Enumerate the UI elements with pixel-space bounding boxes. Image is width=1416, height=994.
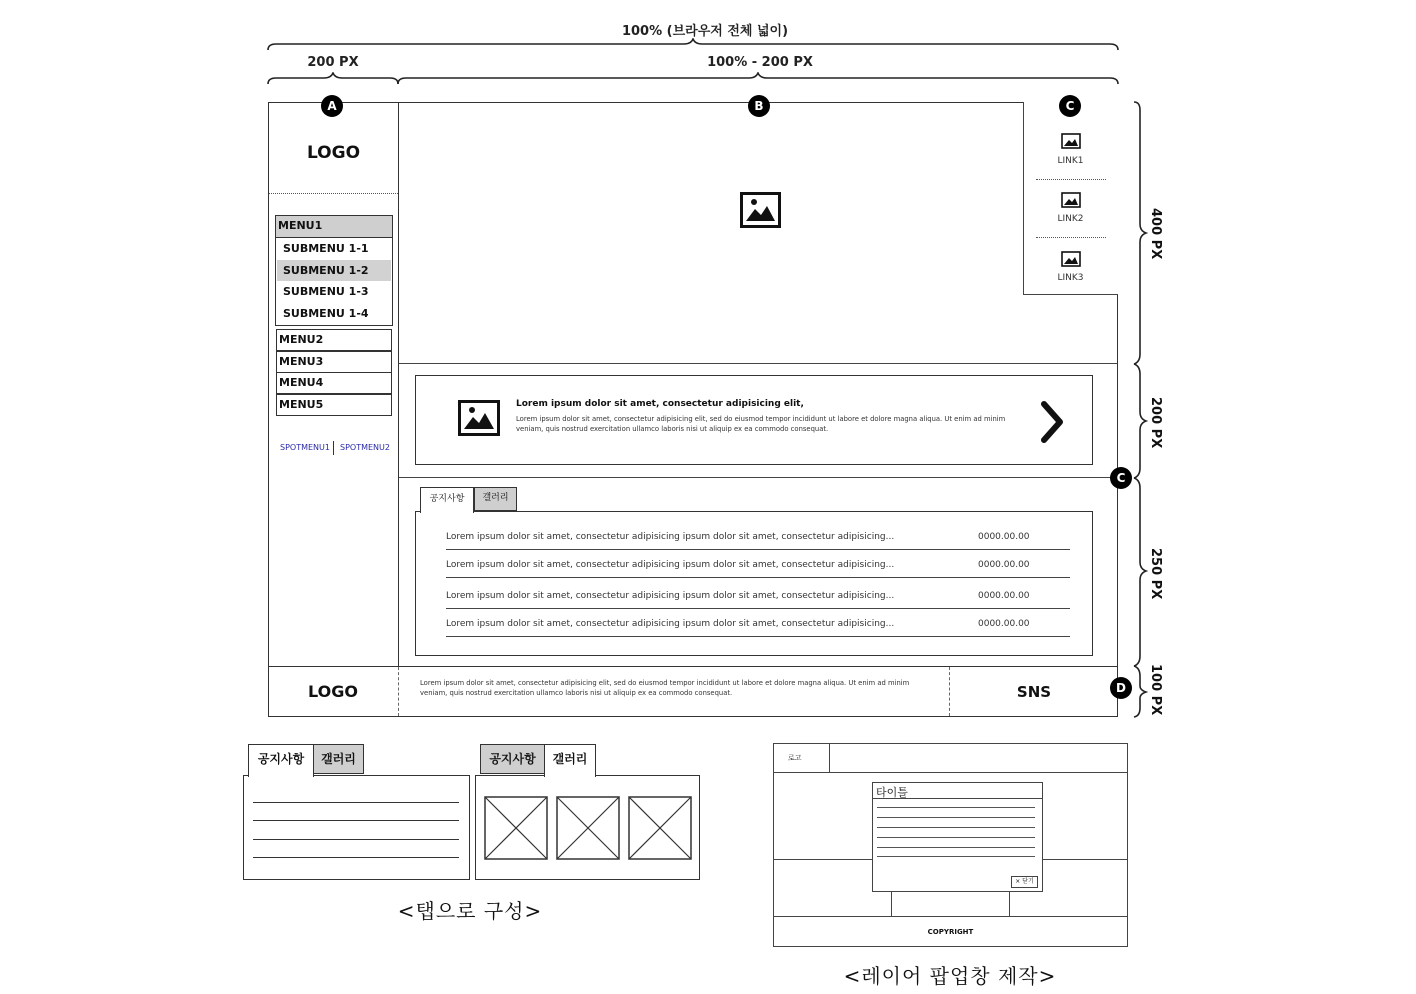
link3-image-icon <box>1061 251 1081 267</box>
main-visual-image-icon <box>740 192 781 228</box>
link-divider-2 <box>1036 237 1106 238</box>
notice-title[interactable]: Lorem ipsum dolor sit amet, consectetur adipisicing ipsum dolor sit amet, consectetur adipisicing... <box>446 591 895 601</box>
spot-divider <box>333 441 334 455</box>
tab-demo2-gallery-tab[interactable]: 갤러리 <box>544 744 596 777</box>
submenu-1-2[interactable]: SUBMENU 1-2 <box>277 260 391 281</box>
gallery-placeholder-1 <box>484 796 548 860</box>
tab-demo-notice-tab[interactable]: 공지사항 <box>248 744 314 777</box>
banner-next-arrow-icon[interactable] <box>1038 400 1066 444</box>
popup-demo-header-divider <box>829 744 830 772</box>
left-width-brace <box>266 72 402 86</box>
notice-row-1[interactable] <box>446 528 1070 550</box>
right-width-label: 100% - 200 PX <box>707 55 813 70</box>
spot-menu-1[interactable]: SPOTMENU1 <box>280 443 330 452</box>
layer-popup-line <box>877 817 1035 818</box>
layer-popup-title-line <box>873 798 1042 799</box>
banner-body: Lorem ipsum dolor sit amet, consectetur adipisicing elit, sed do eiusmod tempor incididunt ut labore et dolore magna aliqua. Ut enim ad minim veniam, quis nostrud exercitation ullamco laboris nisi ut aliquip ex ea commodo consequat. <box>516 415 1006 433</box>
height-braces <box>1132 100 1148 718</box>
tab-demo-line <box>253 820 459 821</box>
tab-notice[interactable]: 공지사항 <box>420 487 474 513</box>
notice-row-4[interactable] <box>446 615 1070 637</box>
menu-item-4[interactable]: MENU4 <box>276 372 392 394</box>
logo-divider <box>269 193 398 194</box>
tab-demo-caption: <탭으로 구성> <box>397 899 543 923</box>
footer-sns[interactable]: SNS <box>1016 683 1052 701</box>
notice-row-3[interactable] <box>446 587 1070 609</box>
quick-link-2[interactable]: LINK2 <box>1057 214 1084 224</box>
popup-demo-footer-line <box>774 916 1127 917</box>
footer-text: Lorem ipsum dolor sit amet, consectetur adipisicing elit, sed do eiusmod tempor incididunt ut labore et dolore magna aliqua. Ut enim ad minim veniam, quis nostrud exercitation ullamco laboris nisi ut aliquip ex ea commodo consequat. <box>420 679 910 697</box>
layer-popup-line <box>877 847 1035 848</box>
notice-title[interactable]: Lorem ipsum dolor sit amet, consectetur adipisicing ipsum dolor sit amet, consectetur adipisicing... <box>446 532 895 542</box>
banner-image-icon <box>458 400 500 436</box>
link-divider-1 <box>1036 179 1106 180</box>
submenu-1-1[interactable]: SUBMENU 1-1 <box>283 242 369 255</box>
tab-gallery[interactable]: 갤러리 <box>474 487 517 511</box>
link2-image-icon <box>1061 192 1081 208</box>
banner-title: Lorem ipsum dolor sit amet, consectetur adipisicing elit, <box>516 399 804 409</box>
notice-title[interactable]: Lorem ipsum dolor sit amet, consectetur adipisicing ipsum dolor sit amet, consectetur adipisicing... <box>446 619 895 629</box>
popup-demo-header-line <box>774 772 1127 773</box>
notice-date: 0000.00.00 <box>978 560 1030 570</box>
tab-demo-notice-panel <box>243 775 470 880</box>
total-width-label: 100% (브라우저 전체 넓이) <box>621 24 789 39</box>
height-200-label: 200 PX <box>1148 397 1163 449</box>
notice-date: 0000.00.00 <box>978 532 1030 542</box>
tab-demo-gallery-tab[interactable]: 갤러리 <box>313 744 364 774</box>
right-width-brace <box>396 72 1120 86</box>
layer-popup-line <box>877 837 1035 838</box>
left-width-label: 200 PX <box>307 55 359 70</box>
menu-item-5[interactable]: MENU5 <box>276 394 392 416</box>
marker-b: B <box>748 95 770 117</box>
popup-demo-caption: <레이어 팝업창 제작> <box>843 964 1057 988</box>
marker-a: A <box>321 95 343 117</box>
tab-demo-line <box>253 802 459 803</box>
layer-popup-line <box>877 807 1035 808</box>
popup-demo-copyright: COPYRIGHT <box>927 928 974 936</box>
footer-logo[interactable]: LOGO <box>308 682 358 701</box>
layer-popup-line <box>877 856 1035 857</box>
layer-popup-title: 타이틀 <box>876 786 908 799</box>
submenu-1-3[interactable]: SUBMENU 1-3 <box>283 285 369 298</box>
total-width-brace <box>266 38 1120 52</box>
tab-demo-line <box>253 857 459 858</box>
layer-popup-line <box>877 827 1035 828</box>
menu-item-2[interactable]: MENU2 <box>276 329 392 351</box>
notice-date: 0000.00.00 <box>978 619 1030 629</box>
banner-divider <box>399 477 1117 478</box>
quick-link-1[interactable]: LINK1 <box>1057 156 1084 166</box>
height-400-label: 400 PX <box>1148 208 1163 260</box>
submenu-1-4[interactable]: SUBMENU 1-4 <box>283 307 369 320</box>
spot-menu-2[interactable]: SPOTMENU2 <box>340 443 390 452</box>
tab-demo2-notice-tab[interactable]: 공지사항 <box>480 744 545 774</box>
gallery-placeholder-3 <box>628 796 692 860</box>
link1-image-icon <box>1061 133 1081 149</box>
visual-divider <box>399 363 1117 364</box>
marker-c-top: C <box>1059 95 1081 117</box>
quick-link-3[interactable]: LINK3 <box>1057 273 1084 283</box>
notice-row-2[interactable] <box>446 556 1070 578</box>
popup-demo-logo[interactable]: 로고 <box>788 754 802 762</box>
menu-item-1[interactable]: MENU1 <box>276 216 392 238</box>
layer-popup-close-button[interactable]: × 닫기 <box>1011 876 1038 888</box>
header-logo[interactable]: LOGO <box>306 143 361 163</box>
tab-demo-line <box>253 839 459 840</box>
gallery-placeholder-2 <box>556 796 620 860</box>
notice-date: 0000.00.00 <box>978 591 1030 601</box>
height-250-label: 250 PX <box>1148 548 1163 600</box>
marker-d: D <box>1110 677 1132 699</box>
height-100-label: 100 PX <box>1148 664 1163 716</box>
footer-divider-left <box>398 667 399 716</box>
notice-title[interactable]: Lorem ipsum dolor sit amet, consectetur adipisicing ipsum dolor sit amet, consectetur adipisicing... <box>446 560 895 570</box>
marker-c-mid: C <box>1110 467 1132 489</box>
menu-item-3[interactable]: MENU3 <box>276 351 392 373</box>
